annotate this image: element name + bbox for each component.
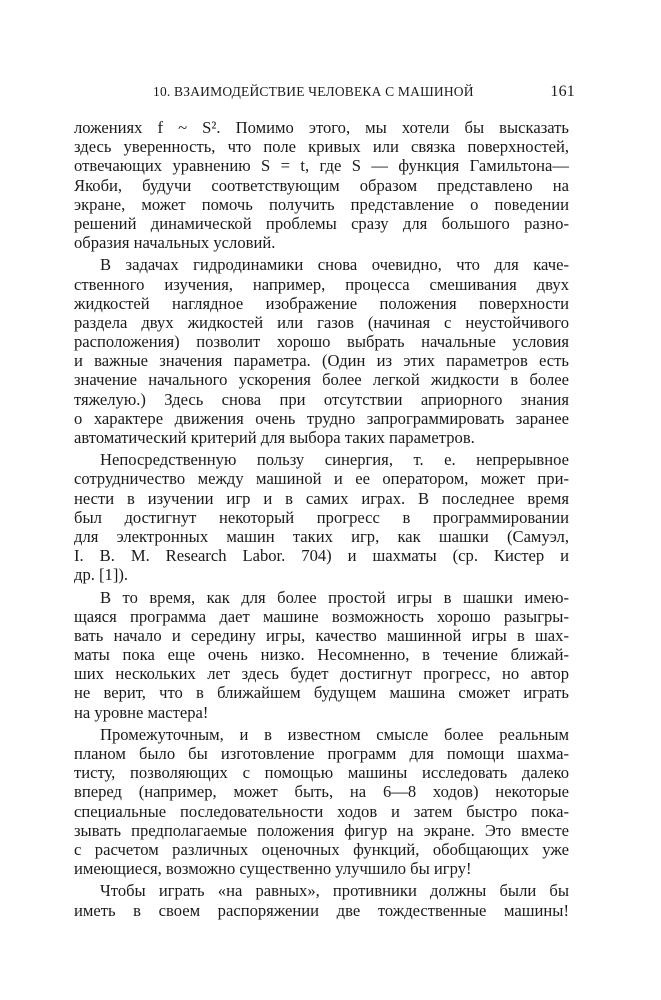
text-line: ственного изучения, например, процесса смешивания двух (74, 274, 569, 294)
text-line: раздела двух жидкостей или газов (начиная с неустойчивого (74, 312, 569, 332)
text-line: ложениях f ~ S². Помимо этого, мы хотели бы высказать (74, 118, 569, 137)
text-line: Чтобы играть «на равных», противники должны были бы (100, 881, 569, 901)
text-line: был достигнут некоторый прогресс в программировании (74, 507, 569, 527)
text-line: с расчетом различных оценочных функций, обобщающих уже (74, 839, 569, 859)
text-line: маты пока еще очень низко. Несомненно, в течение ближай- (74, 645, 569, 665)
text-line: др. [1]). (74, 565, 129, 585)
text-line: экране, может помочь получить представление о поведении (74, 194, 569, 214)
text-line: нести в изучении игр и в самих играх. В последнее время (74, 488, 569, 508)
text-line: Промежуточным, и в известном смысле более реальным (100, 724, 569, 744)
body-text (74, 118, 569, 920)
paragraph (74, 450, 569, 584)
text-line: I. B. M. Research Labor. 704) и шахматы (ср. Кистер и (74, 546, 569, 566)
page-number: 161 (550, 83, 575, 100)
text-line: не верит, что в ближайшем будущем машина сможет играть (74, 683, 569, 703)
text-line: вать начало и середину игры, качество машинной игры в шах- (74, 625, 569, 645)
running-title: 10. ВЗАИМОДЕЙСТВИЕ ЧЕЛОВЕКА С МАШИНОЙ (153, 84, 474, 99)
text-line: В то время, как для более простой игры в шашки имею- (100, 587, 569, 607)
text-line: имеющиеся, возможно существенно улучшило бы игру! (74, 859, 472, 879)
text-line: тисту, позволяющих с помощью машины исследовать далеко (74, 763, 569, 783)
text-line: и важные значения параметра. (Один из этих параметров есть (74, 351, 569, 371)
text-line: значение начального ускорения более легкой жидкости в более (74, 370, 569, 390)
paragraph (74, 118, 569, 252)
text-line: для электронных машин таких игр, как шашки (Самуэл, (74, 526, 569, 546)
text-line: автоматический критерий для выбора таких параметров. (74, 428, 475, 447)
text-line: щаяся программа дает машине возможность хорошо разыгры- (74, 606, 569, 626)
text-line: отвечающих уравнению S = t, где S — функция Гамильтона— (74, 156, 569, 176)
text-line: жидкостей наглядное изображение положения поверхности (74, 293, 569, 313)
text-line: ших нескольких лет здесь будет достигнут прогресс, но автор (74, 664, 569, 684)
text-line: расположения) позволит хорошо выбрать начальные условия (74, 332, 569, 352)
text-line: Непосредственную пользу синергия, т. е. непрерывное (100, 450, 569, 470)
text-line: Якоби, будучи соответствующим образом представлено на (74, 175, 569, 195)
text-line: о характере движения очень трудно запрограммировать заранее (74, 408, 569, 428)
paragraph (74, 725, 569, 879)
text-line: на уровне мастера! (74, 702, 209, 722)
text-line: тяжелую.) Здесь снова при отсутствии априорного знания (74, 389, 569, 409)
paragraph (74, 255, 569, 447)
text-line: здесь уверенность, что поле кривых или связка поверхностей, (74, 137, 569, 157)
paragraph (74, 881, 569, 919)
text-line: сотрудничество между машиной и ее оператором, может при- (74, 469, 569, 489)
text-line: образия начальных условий. (74, 233, 276, 253)
text-line: планом было бы изготовление программ для помощи шахма- (74, 744, 569, 763)
text-line: В задачах гидродинамики снова очевидно, что для каче- (100, 255, 569, 275)
text-line: зывать предполагаемые положения фигур на экране. Это вместе (74, 820, 569, 840)
text-line: специальные последовательности ходов и затем быстро пока- (74, 801, 569, 821)
text-line: решений динамической проблемы сразу для большого разно- (74, 213, 569, 233)
text-line: вперед (например, может быть, на 6—8 ходов) некоторые (74, 782, 569, 802)
page-header (153, 84, 575, 106)
text-line: иметь в своем распоряжении две тождественные машины! (74, 900, 569, 920)
paragraph (74, 588, 569, 722)
